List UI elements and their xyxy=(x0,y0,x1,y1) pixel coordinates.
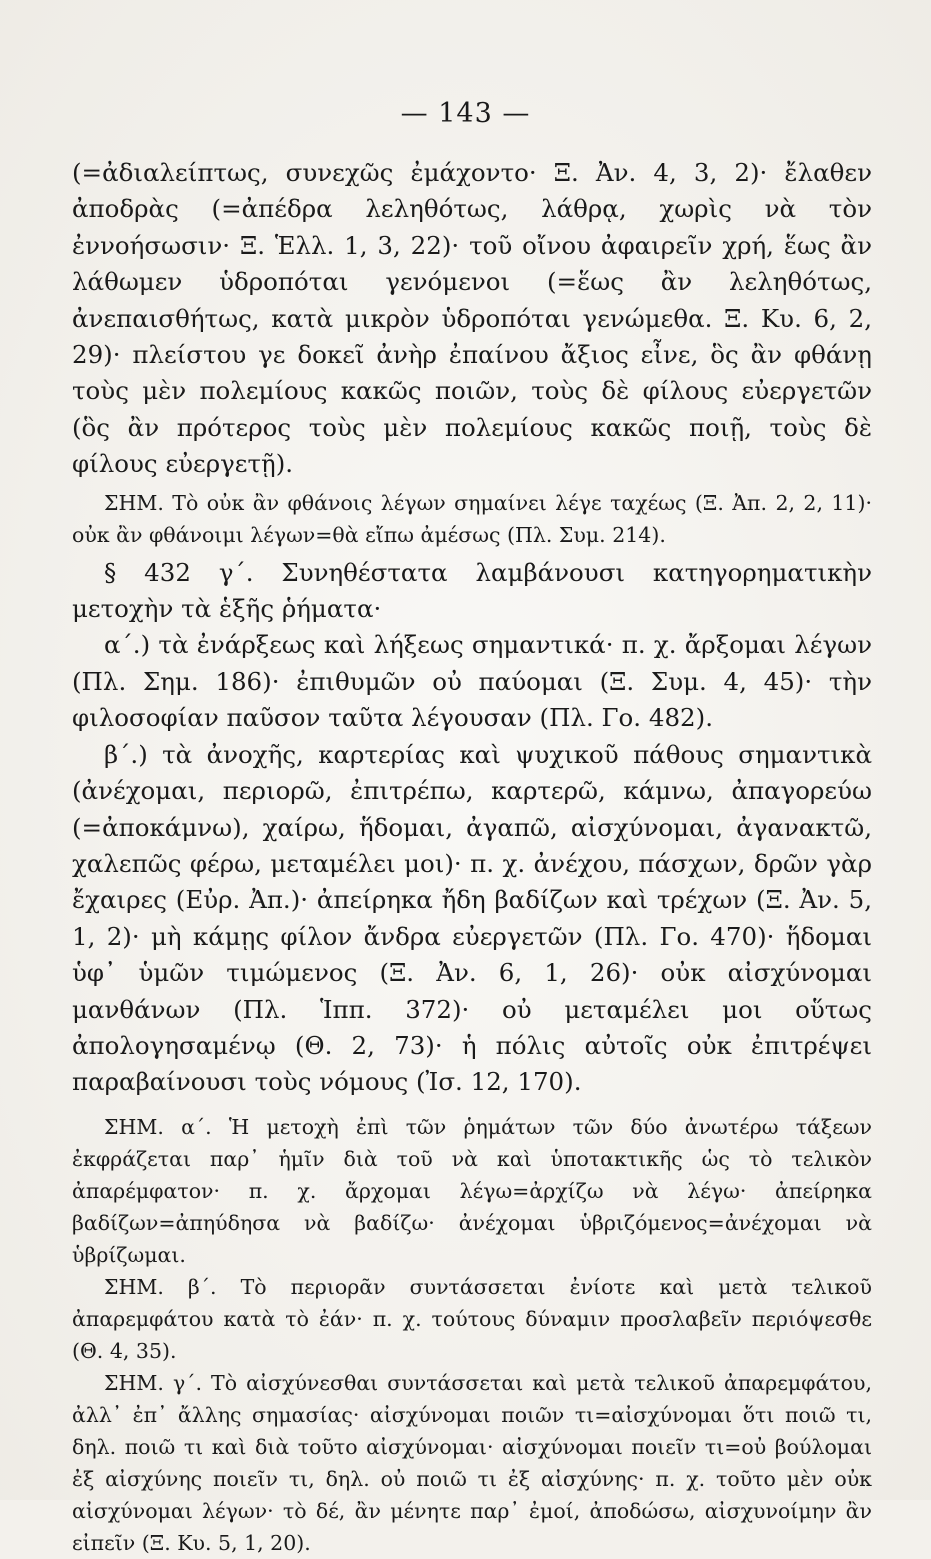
section-432-heading: § 432 γ΄. Συνηθέστατα λαμβάνουσι κατηγορηματικὴν μετοχὴν τὰ ἑξῆς ῥήματα· xyxy=(72,557,872,624)
paragraph-examples-continued: (=ἀδιαλείπτως, συνεχῶς ἐμάχοντο· Ξ. Ἀν. 4, 3, 2)· ἔλαθεν ἀποδρὰς (=ἀπέδρα λεληθότως, λάθρᾳ, χωρὶς νὰ τὸν ἐννοήσωσιν· Ξ. Ἑλλ. 1, 3, 22)· τοῦ οἴνου ἀφαιρεῖν χρή, ἕως ἂν λάθωμεν ὑδροπόται γενόμενοι (=ἕως ἂν λεληθότως, ἀνεπαισθήτως, κατὰ μικρὸν ὑδροπόται γενώμεθα. Ξ. Κυ. 6, 2, 29)· πλείστου γε δοκεῖ ἀνὴρ ἐπαίνου ἄξιος εἶνε, ὃς ἂν φθάνῃ τοὺς μὲν πολεμίους κακῶς ποιῶν, τοὺς δὲ φίλους εὐεργετῶν (ὃς ἂν πρότερος τοὺς μὲν πολεμίους κακῶς ποιῇ, τοὺς δὲ φίλους εὐεργετῇ). xyxy=(72,158,872,479)
page-number: — 143 — xyxy=(400,98,531,129)
note-alpha: ΣΗΜ. α΄. Ἡ μετοχὴ ἐπὶ τῶν ῥημάτων τῶν δύο ἀνωτέρω τάξεων ἐκφράζεται παρ᾽ ἡμῖν διὰ τοῦ νὰ καὶ ὑποτακτικῆς ὡς τὸ τελικὸν ἀπαρέμφατον· π. χ. ἄρχομαι λέγω=ἀρχίζω νὰ λέγω· ἀπείρηκα βαδίζων=ἀπηύδησα νὰ βαδίζω· ἀνέχομαι ὑβριζόμενος=ἀνέχομαι νὰ ὑβρίζωμαι. xyxy=(72,1114,872,1267)
note-gamma: ΣΗΜ. γ΄. Τὸ αἰσχύνεσθαι συντάσσεται καὶ μετὰ τελικοῦ ἀπαρεμφάτου, ἀλλ᾽ ἐπ᾽ ἄλλης σημασίας· αἰσχύνομαι ποιῶν τι=αἰσχύνομαι ὅτι ποιῶ τι, δηλ. ποιῶ τι καὶ διὰ τοῦτο αἰσχύνομαι· αἰσχύνομαι ποιεῖν τι=οὐ βούλομαι ἐξ αἰσχύνης ποιεῖν τι, δηλ. οὐ ποιῶ τι ἐξ αἰσχύνης· π. χ. τοῦτο μὲν οὐκ αἰσχύνομαι λέγων· τὸ δέ, ἂν μένητε παρ᾽ ἐμοί, ἀποδώσω, αἰσχυνοίμην ἂν εἰπεῖν (Ξ. Κυ. 5, 1, 20). xyxy=(72,1370,872,1555)
note-phthanois: ΣΗΜ. Τὸ οὐκ ἂν φθάνοις λέγων σημαίνει λέγε ταχέως (Ξ. Ἀπ. 2, 2, 11)· οὐκ ἂν φθάνοιμι λέγων=θὰ εἴπω ἀμέσως (Πλ. Συμ. 214). xyxy=(72,490,872,547)
paragraph-alpha: α΄.) τὰ ἐνάρξεως καὶ λήξεως σημαντικά· π. χ. ἄρξομαι λέγων (Πλ. Σημ. 186)· ἐπιθυμῶν οὐ παύομαι (Ξ. Συμ. 4, 45)· τὴν φιλοσοφίαν παῦσον ταῦτα λέγουσαν (Πλ. Γο. 482). xyxy=(72,630,872,733)
paragraph-beta: β΄.) τὰ ἀνοχῆς, καρτερίας καὶ ψυχικοῦ πάθους σημαντικὰ (ἀνέχομαι, περιορῶ, ἐπιτρέπω, καρτερῶ, κάμνω, ἀπαγορεύω (=ἀποκάμνω), χαίρω, ἥδομαι, ἀγαπῶ, αἰσχύνομαι, ἀγανακτῶ, χαλεπῶς φέρω, μεταμέλει μοι)· π. χ. ἀνέχου, πάσχων, δρῶν γὰρ ἔχαιρες (Εὐρ. Ἀπ.)· ἀπείρηκα ἤδη βαδίζων καὶ τρέχων (Ξ. Ἀν. 5, 1, 2)· μὴ κάμῃς φίλον ἄνδρα εὐεργετῶν (Πλ. Γο. 470)· ἥδομαι ὑφ᾽ ὑμῶν τιμώμενος (Ξ. Ἀν. 6, 1, 26)· οὐκ αἰσχύνομαι μανθάνων (Πλ. Ἱππ. 372)· οὐ μεταμέλει μοι οὕτως ἀπολογησαμένῳ (Θ. 2, 73)· ἡ πόλις αὐτοῖς οὐκ ἐπιτρέψει παραβαίνουσι τοὺς νόμους (Ἰσ. 12, 170). xyxy=(72,739,872,1097)
page-body xyxy=(72,155,872,1559)
note-beta: ΣΗΜ. β΄. Τὸ περιορᾶν συντάσσεται ἐνίοτε καὶ μετὰ τελικοῦ ἀπαρεμφάτου κατὰ τὸ ἐάν· π. χ. τούτους δύναμιν προσλαβεῖν περιόψεσθε (Θ. 4, 35). xyxy=(72,1274,872,1363)
